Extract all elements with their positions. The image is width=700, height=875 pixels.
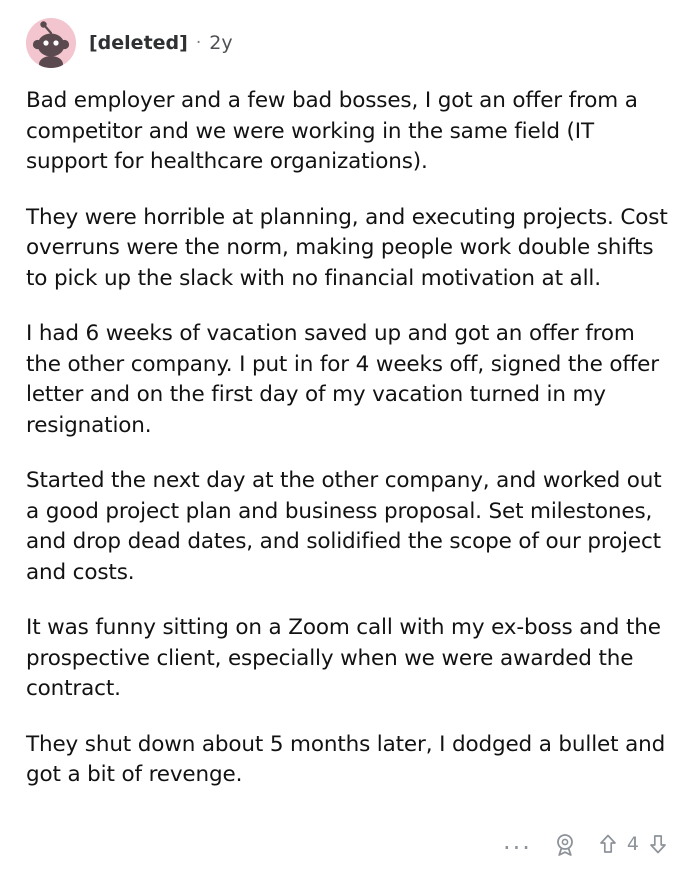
more-options-icon[interactable]: ... [503,827,532,855]
award-medal-icon[interactable] [552,831,578,857]
post-age: 2y [209,31,233,54]
post-footer [26,813,674,875]
post-paragraph: Started the next day at the other company, and worked out a good project plan and business proposal. Set milestones, and drop dead dates, and solidified the scope of our project and costs. [26,468,662,585]
upvote-arrow-icon[interactable] [598,833,618,855]
author-name[interactable]: [deleted] [89,31,188,54]
reddit-snoo-avatar-icon [26,18,76,68]
post-body [26,72,674,813]
vote-count: 4 [626,833,639,855]
downvote-arrow-icon[interactable] [648,833,668,855]
vote-group [598,833,668,855]
avatar[interactable] [26,18,76,68]
post-paragraph: They were horrible at planning, and executing projects. Cost overruns were the norm, making people work double shifts to pick up the slack with no financial motivation at all. [26,204,668,291]
post-paragraph: They shut down about 5 months later, I dodged a bullet and got a bit of revenge. [26,731,666,788]
byline-separator: · [195,32,202,53]
post-paragraph: Bad employer and a few bad bosses, I got an offer from a competitor and we were working in the same field (IT support for healthcare organizations). [26,88,638,175]
post-paragraph: It was funny sitting on a Zoom call with my ex-boss and the prospective client, especially when we were awarded the contract. [26,615,661,702]
post-paragraph: I had 6 weeks of vacation saved up and got an offer from the other company. I put in for 4 weeks off, signed the offer letter and on the first day of my vacation turned in my resignation. [26,321,659,438]
byline [89,31,233,54]
post-header [26,14,674,72]
